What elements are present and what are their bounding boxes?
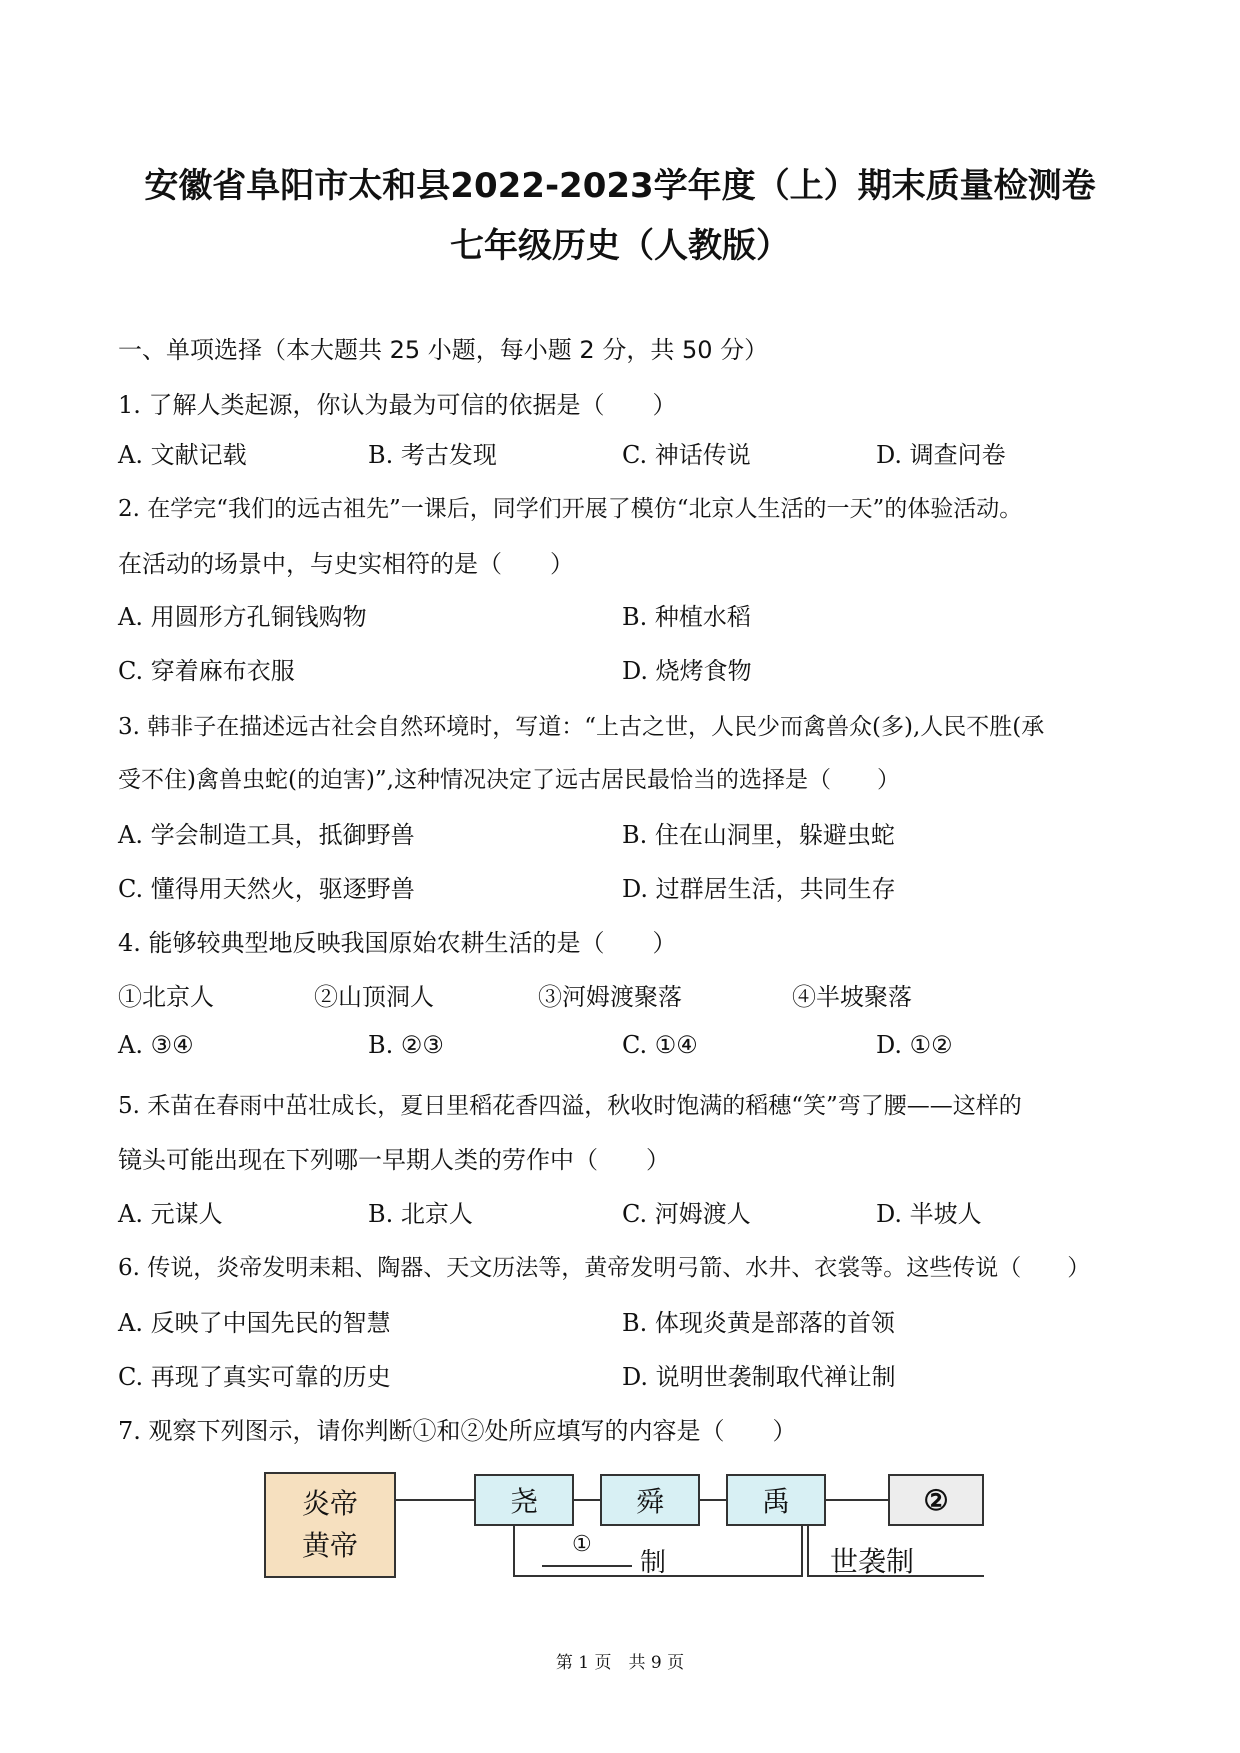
question-3-option-d: D. 过群居生活，共同生存 [622, 875, 896, 903]
question-3-option-b: B. 住在山洞里，躲避虫蛇 [622, 821, 895, 849]
question-5-option-a: A. 元谋人 [118, 1200, 223, 1228]
blank-1-marker: ① [572, 1532, 592, 1557]
yao-box: 尧 [474, 1474, 574, 1526]
question-2-option-a: A. 用圆形方孔铜钱购物 [118, 603, 367, 631]
exam-subtitle: 七年级历史（人教版） [450, 226, 790, 266]
question-2-stem-line-2: 在活动的场景中，与史实相符的是（ ） [118, 550, 574, 578]
question-4-option-d: D. ①② [876, 1031, 953, 1059]
question-6-stem: 6. 传说，炎帝发明耒耜、陶器、天文历法等，黄帝发明弓箭、水井、衣裳等。这些传说（ ） [118, 1255, 1091, 1281]
yan-huang-box [264, 1472, 396, 1578]
question-1-option-a: A. 文献记载 [118, 441, 247, 469]
question-4-stem: 4. 能够较典型地反映我国原始农耕生活的是（ ） [118, 929, 677, 957]
section-heading: 一、单项选择（本大题共 25 小题，每小题 2 分，共 50 分） [118, 336, 769, 364]
question-5-option-d: D. 半坡人 [876, 1200, 982, 1228]
huang-di-label: 黄帝 [301, 1529, 358, 1562]
question-3-option-c: C. 懂得用天然火，驱逐野兽 [118, 875, 415, 903]
question-5-option-b: B. 北京人 [368, 1200, 473, 1228]
blank-2-box: ② [888, 1474, 984, 1526]
question-6-option-b: B. 体现炎黄是部落的首领 [622, 1309, 895, 1337]
question-5-stem-line-1: 5. 禾苗在春雨中茁壮成长，夏日里稻花香四溢，秋收时饱满的稻穗“笑”弯了腰——这样的 [118, 1093, 1022, 1119]
question-1-option-b: B. 考古发现 [368, 441, 497, 469]
question-5-option-c: C. 河姆渡人 [622, 1200, 751, 1228]
question-4-option-b: B. ②③ [368, 1031, 444, 1059]
question-4-item-4: ④半坡聚落 [792, 983, 912, 1011]
question-5-stem-line-2: 镜头可能出现在下列哪一早期人类的劳作中（ ） [118, 1146, 670, 1174]
hereditary-system-label: 世袭制 [830, 1545, 915, 1578]
yan-di-label: 炎帝 [301, 1487, 358, 1520]
question-2-stem-line-1: 2. 在学完“我们的远古祖先”一课后，同学们开展了模仿“北京人生活的一天”的体验活动。 [118, 496, 1023, 522]
exam-title: 安徽省阜阳市太和县2022-2023学年度（上）期末质量检测卷 [144, 166, 1096, 206]
question-4-item-2: ②山顶洞人 [314, 983, 434, 1011]
question-1-stem: 1. 了解人类起源，你认为最为可信的依据是（ ） [118, 391, 677, 419]
question-2-option-d: D. 烧烤食物 [622, 657, 752, 685]
question-3-option-a: A. 学会制造工具，抵御野兽 [118, 821, 415, 849]
question-4-item-1: ①北京人 [118, 983, 214, 1011]
yu-box: 禹 [726, 1474, 826, 1526]
question-1-option-c: C. 神话传说 [622, 441, 751, 469]
succession-diagram [264, 1472, 984, 1580]
question-4-option-a: A. ③④ [118, 1031, 194, 1059]
question-6-option-a: A. 反映了中国先民的智慧 [118, 1309, 391, 1337]
question-7-stem: 7. 观察下列图示，请你判断①和②处所应填写的内容是（ ） [118, 1417, 797, 1445]
question-6-option-d: D. 说明世袭制取代禅让制 [622, 1363, 896, 1391]
system-suffix-label: 制 [640, 1548, 667, 1578]
question-4-item-3: ③河姆渡聚落 [538, 983, 682, 1011]
question-4-option-c: C. ①④ [622, 1031, 698, 1059]
shun-box: 舜 [600, 1474, 700, 1526]
question-3-stem-line-1: 3. 韩非子在描述远古社会自然环境时，写道：“上古之世，人民少而禽兽众(多),人民不胜(承 [118, 714, 1045, 740]
page-footer: 第 1 页 共 9 页 [555, 1653, 685, 1673]
question-2-option-b: B. 种植水稻 [622, 603, 751, 631]
question-3-stem-line-2: 受不住)禽兽虫蛇(的迫害)”,这种情况决定了远古居民最恰当的选择是（ ） [118, 767, 900, 793]
question-6-option-c: C. 再现了真实可靠的历史 [118, 1363, 391, 1391]
question-2-option-c: C. 穿着麻布衣服 [118, 657, 295, 685]
question-1-option-d: D. 调查问卷 [876, 441, 1006, 469]
